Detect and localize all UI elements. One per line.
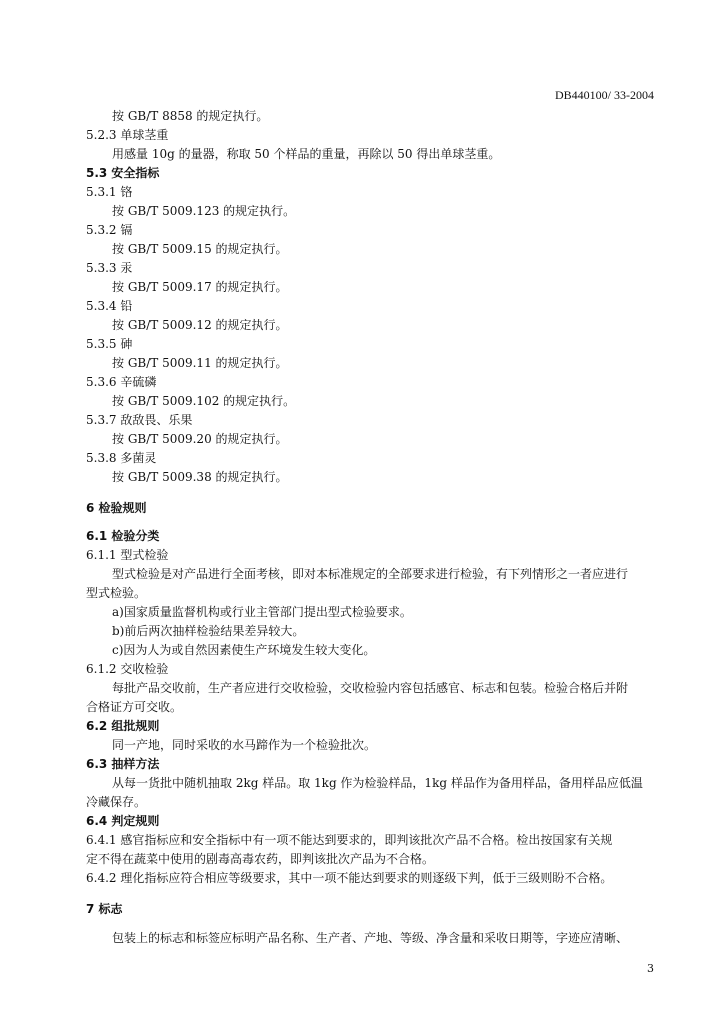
text-line: 按 GB/T 5009.123 的规定执行。: [112, 204, 296, 218]
text-line: 按 GB/T 5009.15 的规定执行。: [112, 242, 288, 256]
clause-heading: 5.3.4 铅: [86, 299, 133, 313]
chapter-heading: 6 检验规则: [86, 501, 147, 515]
chapter-heading: 7 标志: [86, 902, 123, 916]
list-item: a)国家质量监督机构或行业主管部门提出型式检验要求。: [112, 605, 412, 619]
section-heading: 6.2 组批规则: [86, 719, 160, 733]
section-heading: 6.4 判定规则: [86, 814, 160, 828]
list-item: b)前后两次抽样检验结果差异较大。: [112, 624, 305, 638]
clause-heading: 5.3.8 多菌灵: [86, 451, 157, 465]
section-heading: 5.3 安全指标: [86, 166, 160, 180]
text-line: 冷藏保存。: [86, 795, 147, 809]
clause-heading: 5.3.1 铬: [86, 185, 133, 199]
list-item: c)因为人为或自然因素使生产环境发生较大变化。: [112, 643, 376, 657]
clause-heading: 5.2.3 单球茎重: [86, 128, 169, 142]
clause-heading: 6.1.1 型式检验: [86, 548, 169, 562]
text-line: 按 GB/T 8858 的规定执行。: [112, 109, 269, 123]
text-line: 每批产品交收前，生产者应进行交收检验，交收检验内容包括感官、标志和包装。检验合格后并附: [112, 681, 629, 695]
clause-text: 6.4.1 感官指标应和安全指标中有一项不能达到要求的，即判该批次产品不合格。检出按国家有关规: [86, 833, 613, 847]
text-line: 定不得在蔬菜中使用的剧毒高毒农药，即判该批次产品为不合格。: [86, 852, 435, 866]
clause-heading: 5.3.7 敌敌畏、乐果: [86, 413, 193, 427]
text-line: 按 GB/T 5009.20 的规定执行。: [112, 432, 288, 446]
section-heading: 6.3 抽样方法: [86, 757, 160, 771]
section-heading: 6.1 检验分类: [86, 529, 160, 543]
clause-heading: 6.1.2 交收检验: [86, 662, 169, 676]
clause-text: 6.4.2 理化指标应符合相应等级要求，其中一项不能达到要求的则逐级下判，低于三级则盼不合格。: [86, 871, 613, 885]
page-number: 3: [647, 962, 654, 975]
clause-heading: 5.3.2 镉: [86, 223, 133, 237]
text-line: 按 GB/T 5009.38 的规定执行。: [112, 470, 288, 484]
clause-heading: 5.3.5 砷: [86, 337, 133, 351]
text-line: 按 GB/T 5009.11 的规定执行。: [112, 356, 288, 370]
text-line: 按 GB/T 5009.12 的规定执行。: [112, 318, 288, 332]
text-line: 型式检验是对产品进行全面考核，即对本标准规定的全部要求进行检验，有下列情形之一者应进行: [112, 567, 629, 581]
text-line: 从每一货批中随机抽取 2kg 样品。取 1kg 作为检验样品，1kg 样品作为备用样品，备用样品应低温: [112, 776, 643, 790]
text-line: 用感量 10g 的量器，称取 50 个样品的重量，再除以 50 得出单球茎重。: [112, 147, 501, 161]
text-line: 同一产地，同时采收的水马蹄作为一个检验批次。: [112, 738, 377, 752]
text-line: 按 GB/T 5009.17 的规定执行。: [112, 280, 288, 294]
text-line: 按 GB/T 5009.102 的规定执行。: [112, 394, 296, 408]
text-line: 型式检验。: [86, 586, 147, 600]
clause-heading: 5.3.6 辛硫磷: [86, 375, 157, 389]
text-line: 合格证方可交收。: [86, 700, 183, 714]
clause-heading: 5.3.3 汞: [86, 261, 133, 275]
text-line: 包装上的标志和标签应标明产品名称、生产者、产地、等级、净含量和采收日期等，字迹应清晰、: [112, 931, 629, 945]
document-number: DB440100/ 33-2004: [555, 88, 654, 102]
